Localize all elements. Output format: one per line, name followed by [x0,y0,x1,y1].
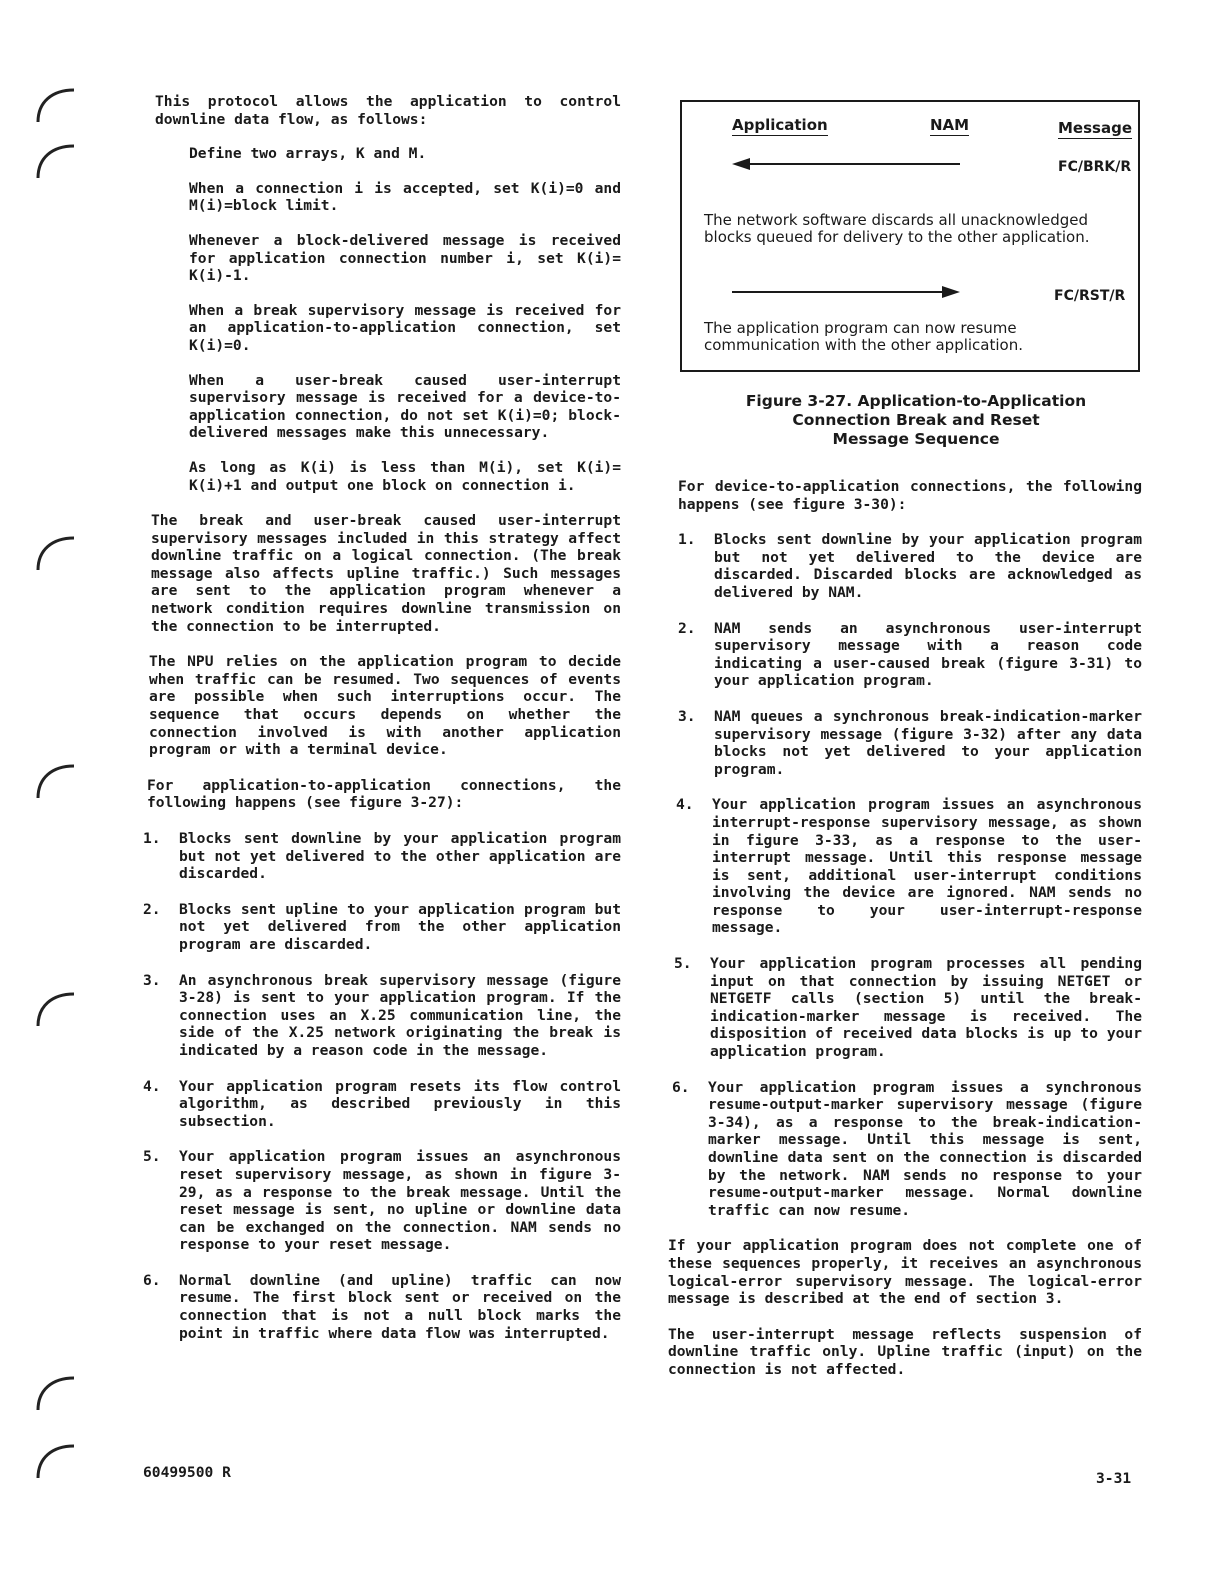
figure-message-brk: FC/BRK/R [1058,159,1132,175]
step-paragraph: Whenever a block-delivered message is received for application connection number i, set K(i)= K(i)-1. [189,231,621,285]
list-item-number: 4. [676,796,694,814]
list-item [668,531,1142,601]
arrow-left-icon [730,156,962,172]
logical-error-paragraph: If your application program does not complete one of these sequences properly, it receives an asynchronous logical-error supervisory message. The logical-error message is described at the end of section 3. [668,1237,1142,1308]
step-paragraph: As long as K(i) is less than M(i), set K(i)= K(i)+1 and output one block on connection i. [189,458,621,494]
step-paragraph: When a connection i is accepted, set K(i)=0 and M(i)=block limit. [189,179,621,215]
list-item [668,1079,1142,1220]
list-item-number: 1. [143,830,161,847]
list-item [143,830,621,883]
figure-col-application: Application [732,116,828,134]
binder-hole-mark [30,1436,80,1496]
a2a-paragraph: For application-to-application connections, the following happens (see figure 3-27): [147,776,621,812]
d2a-paragraph: For device-to-application connections, the following happens (see figure 3-30): [678,478,1142,513]
list-item-text: Blocks sent downline by your application program but not yet delivered to the other application are discarded. [179,830,621,883]
list-item-number: 6. [672,1078,690,1096]
list-item-text: Your application program processes all pending input on that connection by issuing NETGET or NETGETF calls (section 5) until the break-indication-marker message is received. The disposition of received data blocks is up to your application program. [710,955,1142,1061]
figure-caption-line: Message Sequence [832,430,1000,448]
list-item-number: 3. [678,707,696,725]
list-item [143,1272,621,1342]
step-paragraph: Define two arrays, K and M. [189,145,427,163]
binder-hole-mark [30,136,80,196]
list-item [668,796,1142,937]
figure-text-resume: The application program can now resume communication with the other application. [704,319,1023,354]
binder-hole-mark [30,984,80,1044]
figure-col-message: Message [1058,119,1132,137]
list-item-number: 5. [674,955,692,973]
list-item-number: 3. [143,971,161,989]
list-item-number: 5. [143,1148,161,1166]
list-item [143,901,621,954]
figure-text-discard: The network software discards all unacknowledged blocks queued for delivery to the other application. [704,211,1090,246]
list-item [668,955,1142,1061]
break-paragraph: The break and user-break caused user-interrupt supervisory messages included in this strategy affect downline traffic on a logical connection. (The break message also affects upline traffic.) Such messages are sent to the application program whenever a network condition requires downline transmission on the connection to be interrupted. [151,512,621,635]
figure-caption [680,392,1152,449]
list-item-text: NAM sends an asynchronous user-interrupt supervisory message with a reason code indicating a user-caused break (figure 3-31) to your application program. [714,619,1142,690]
intro-paragraph: This protocol allows the application to control downline data flow, as follows: [155,93,621,128]
step-paragraph: When a user-break caused user-interrupt supervisory message is received for a device-to-application connection, do not set K(i)=0; block-delivered messages make this unnecessary. [189,371,621,442]
figure-caption-line: Connection Break and Reset [792,411,1040,429]
upline-paragraph: The user-interrupt message reflects suspension of downline traffic only. Upline traffic (input) on the connection is not affected. [668,1325,1142,1378]
list-item [668,708,1142,778]
list-item-text: Your application program resets its flow control algorithm, as described previously in this subsection. [179,1077,621,1130]
list-item-text: Blocks sent upline to your application program but not yet delivered from the other application program are discarded. [179,900,621,953]
figure-col-nam: NAM [930,116,970,134]
right-column [668,478,1142,1379]
list-item-number: 2. [143,900,161,918]
list-item-text: An asynchronous break supervisory message (figure 3-28) is sent to your application program. If the connection uses an X.25 communication line, the side of the X.25 network originating the break is indicated by a reason code in the message. [179,971,621,1059]
list-item-text: Your application program issues a synchronous resume-output-marker supervisory message (figure 3-34), as a response to the break-indication-marker message. Until this message is sent, downline data sent on the connection is discarded by the network. NAM sends no response to your resume-output-marker message. Normal downline traffic can now resume. [708,1078,1142,1219]
left-column [143,93,621,1342]
figure-caption-line: Figure 3-27. Application-to-Application [745,392,1087,410]
list-item-text: Your application program issues an asynchronous reset supervisory message, as shown in figure 3-29, as a response to the break message. Until the reset message is sent, no upline or downline data can be exchanged on the connection. NAM sends no response to your reset message. [179,1148,621,1254]
binder-hole-mark [30,1368,80,1428]
npu-paragraph: The NPU relies on the application program to decide when traffic can be resumed. Two sequences of events are possible when such interruptions occur. The sequence that occurs depends on whether the connection involved is with another application program or with a terminal device. [149,653,621,759]
list-item [668,620,1142,690]
list-item-text: Normal downline (and upline) traffic can now resume. The first block sent or received on the connection that is not a null block marks the point in traffic where data flow was interrupted. [179,1271,621,1342]
step-paragraph: When a break supervisory message is received for an application-to-application connection, set K(i)=0. [189,301,621,354]
binder-hole-mark [30,528,80,588]
list-item-text: Your application program issues an asynchronous interrupt-response supervisory message, as shown in figure 3-33, as a response to the user-interrupt message. Until this response message is sent, additional user-interrupt conditions involving the device are ignored. NAM sends no response to your user-interrupt-response message. [712,796,1142,937]
list-item-number: 4. [143,1077,161,1095]
document-number: 60499500 R [143,1464,231,1481]
list-item [143,1148,621,1254]
binder-hole-mark [30,80,80,140]
arrow-right-icon [730,284,962,300]
figure-message-rst: FC/RST/R [1054,288,1126,304]
page-number: 3-31 [1096,1470,1132,1487]
list-item-number: 1. [678,531,696,549]
list-item-text: Blocks sent downline by your application program but not yet delivered to the device are discarded. Discarded blocks are acknowledged as delivered by NAM. [714,531,1142,601]
list-item-number: 6. [143,1271,161,1289]
figure-3-27-box [680,100,1140,372]
binder-hole-mark [30,756,80,816]
list-item-text: NAM queues a synchronous break-indication-marker supervisory message (figure 3-32) after any data blocks not yet delivered to your application program. [714,707,1142,778]
list-item-number: 2. [678,619,696,637]
list-item [143,1078,621,1131]
list-item [143,972,621,1060]
